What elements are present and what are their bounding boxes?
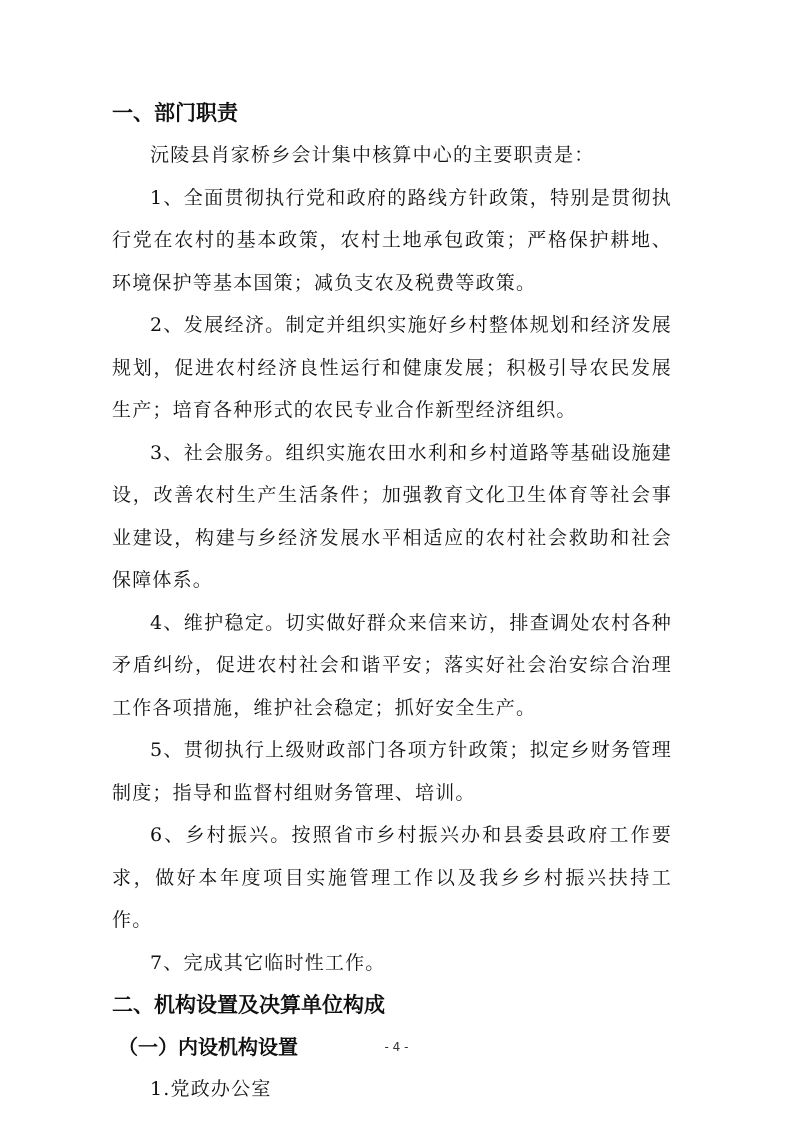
duty-paragraph-5: 5、贯彻执行上级财政部门各项方针政策；拟定乡财务管理制度；指导和监督村组财务管理、培训。 [112, 739, 672, 804]
page-number: - 4 - [384, 1040, 409, 1054]
subsection-heading-internal-units: （一）内设机构设置 [118, 1035, 298, 1059]
duty-paragraph-6: 6、乡村振兴。按照省市乡村振兴办和县委县政府工作要求，做好本年度项目实施管理工作以及我乡乡村振兴扶持工作。 [112, 824, 672, 931]
internal-unit-item: 1.党政办公室 [150, 1078, 272, 1100]
section-heading-organization: 二、机构设置及决算单位构成 [112, 993, 385, 1017]
duty-paragraph-3: 3、社会服务。组织实施农田水利和乡村道路等基础设施建设，改善农村生产生活条件；加强教育文化卫生体育等社会事业建设，构建与乡经济发展水平相适应的农村社会救助和社会保障体系。 [112, 441, 672, 591]
duty-paragraph-7: 7、完成其它临时性工作。 [150, 951, 386, 974]
intro-paragraph: 沅陵县肖家桥乡会计集中核算中心的主要职责是： [150, 144, 595, 166]
section-heading-duties: 一、部门职责 [112, 101, 238, 125]
duty-paragraph-1: 1、全面贯彻执行党和政府的路线方针政策，特别是贯彻执行党在农村的基本政策，农村土地承包政策；严格保护耕地、环境保护等基本国策；减负支农及税费等政策。 [112, 186, 672, 294]
duty-paragraph-4: 4、维护稳定。切实做好群众来信来访，排查调处农村各种矛盾纠纷，促进农村社会和谐平安；落实好社会治安综合治理工作各项措施，维护社会稳定；抓好安全生产。 [112, 611, 672, 719]
page-content [112, 92, 672, 1111]
duty-paragraph-2: 2、发展经济。制定并组织实施好乡村整体规划和经济发展规划，促进农村经济良性运行和健康发展；积极引导农民发展生产；培育各种形式的农民专业合作新型经济组织。 [112, 314, 672, 421]
